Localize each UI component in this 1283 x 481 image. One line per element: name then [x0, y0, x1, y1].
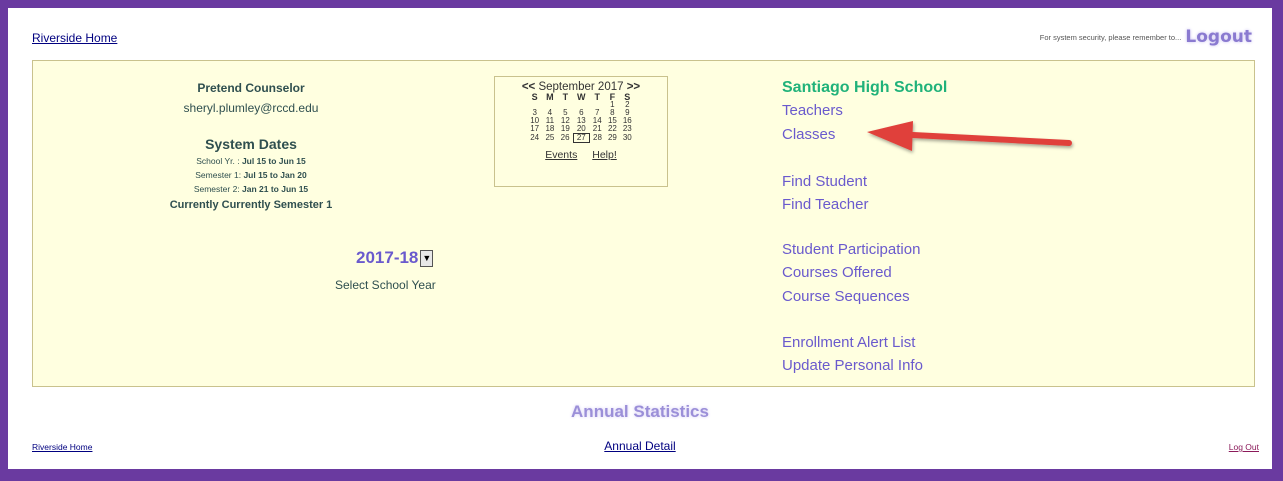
calendar-weekday: F — [609, 92, 616, 102]
calendar-events-link[interactable]: Events — [545, 149, 578, 161]
calendar-day[interactable]: 23 — [622, 124, 632, 134]
calendar-day[interactable]: 26 — [560, 133, 570, 142]
calendar-day[interactable]: 2 — [625, 100, 630, 109]
security-message — [1040, 27, 1252, 47]
menu-link-course-sequences[interactable]: Course Sequences — [782, 288, 910, 305]
menu-link-courses-offered[interactable]: Courses Offered — [782, 264, 892, 281]
calendar-day[interactable]: 12 — [560, 116, 570, 125]
school-year-value: Jul 15 to Jun 15 — [241, 156, 306, 166]
calendar-day[interactable]: 20 — [576, 124, 586, 133]
current-semester: Currently Currently Semester 1 — [169, 199, 333, 211]
annual-detail-wrapper — [8, 439, 1272, 453]
calendar-weekday: W — [577, 92, 586, 102]
semester-2-value: Jan 21 to Jun 15 — [242, 184, 309, 194]
menu-link-student-participation[interactable]: Student Participation — [782, 241, 921, 258]
semester-1-label: Semester 1: — [195, 170, 244, 180]
page-frame — [8, 8, 1272, 469]
calendar-day[interactable]: 15 — [607, 116, 617, 125]
menu-link-enrollment-alert-list[interactable]: Enrollment Alert List — [782, 334, 916, 351]
riverside-home-footer-link[interactable]: Riverside Home — [32, 442, 93, 452]
security-message-text: For system security, please remember to... — [1039, 33, 1182, 42]
calendar-day[interactable]: 4 — [547, 108, 553, 117]
calendar-day[interactable]: 18 — [545, 124, 555, 134]
calendar-day[interactable]: 30 — [622, 133, 632, 142]
school-year-label: School Yr. : — [196, 156, 242, 166]
calendar-day[interactable]: 22 — [607, 124, 617, 134]
calendar-weekday: S — [531, 92, 538, 102]
chevron-down-icon[interactable]: ▼ — [420, 250, 433, 267]
calendar-weekday: S — [624, 92, 631, 102]
calendar-day[interactable]: 17 — [530, 124, 540, 134]
menu-link-teachers[interactable]: Teachers — [782, 102, 843, 119]
calendar-day[interactable]: 8 — [610, 108, 615, 117]
menu-link-find-student[interactable]: Find Student — [782, 173, 868, 190]
calendar-day[interactable]: 19 — [560, 124, 570, 134]
menu-link-find-teacher[interactable]: Find Teacher — [782, 196, 869, 213]
counselor-name: Pretend Counselor — [197, 81, 305, 95]
annual-statistics-title: Annual Statistics — [571, 402, 709, 421]
calendar-weekday: M — [546, 92, 554, 102]
calendar-day[interactable]: 13 — [576, 116, 586, 125]
logout-footer-link[interactable]: Log Out — [1228, 442, 1259, 452]
calendar-day[interactable]: 9 — [625, 108, 630, 117]
calendar-day[interactable]: 10 — [530, 116, 540, 125]
calendar-weekday: T — [562, 92, 569, 102]
calendar-day[interactable]: 16 — [622, 116, 632, 125]
calendar-day[interactable]: 21 — [592, 124, 602, 134]
menu-link-update-personal-info[interactable]: Update Personal Info — [782, 357, 923, 374]
school-year-value: 2017-18 — [356, 248, 419, 267]
calendar-month: September 2017 — [538, 81, 624, 93]
calendar-day[interactable]: 28 — [593, 133, 602, 142]
calendar-next-button[interactable]: >> — [626, 81, 641, 93]
calendar-day[interactable]: 14 — [592, 116, 602, 125]
calendar-day[interactable]: 1 — [610, 100, 615, 109]
calendar-day[interactable]: 27 — [573, 134, 590, 143]
calendar-day[interactable]: 29 — [607, 133, 617, 142]
school-year-select-label: Select School Year — [335, 278, 436, 292]
calendar-day[interactable]: 5 — [563, 108, 568, 117]
calendar-day[interactable]: 25 — [545, 133, 555, 142]
calendar-day[interactable]: 24 — [530, 133, 540, 142]
calendar-day[interactable]: 11 — [545, 116, 555, 125]
annual-detail-link[interactable]: Annual Detail — [604, 439, 676, 453]
calendar-weekday: T — [594, 92, 600, 102]
counselor-email: sheryl.plumley@rccd.edu — [183, 101, 319, 115]
school-name: Santiago High School — [782, 79, 948, 96]
system-dates-title: System Dates — [205, 136, 297, 152]
riverside-home-link[interactable]: Riverside Home — [32, 31, 118, 45]
semester-1-value: Jul 15 to Jan 20 — [243, 170, 307, 180]
semester-2-label: Semester 2: — [193, 184, 243, 194]
calendar-help-link[interactable]: Help! — [592, 149, 617, 161]
calendar-day[interactable]: 6 — [579, 108, 584, 117]
menu-link-classes[interactable]: Classes — [782, 126, 836, 143]
logout-link[interactable]: Logout — [1185, 27, 1252, 47]
calendar-day[interactable]: 7 — [595, 108, 600, 117]
calendar-day[interactable]: 3 — [532, 108, 537, 117]
calendar-prev-button[interactable]: << — [521, 81, 536, 93]
main-panel — [32, 60, 1255, 387]
annotation-arrow — [33, 61, 1256, 388]
